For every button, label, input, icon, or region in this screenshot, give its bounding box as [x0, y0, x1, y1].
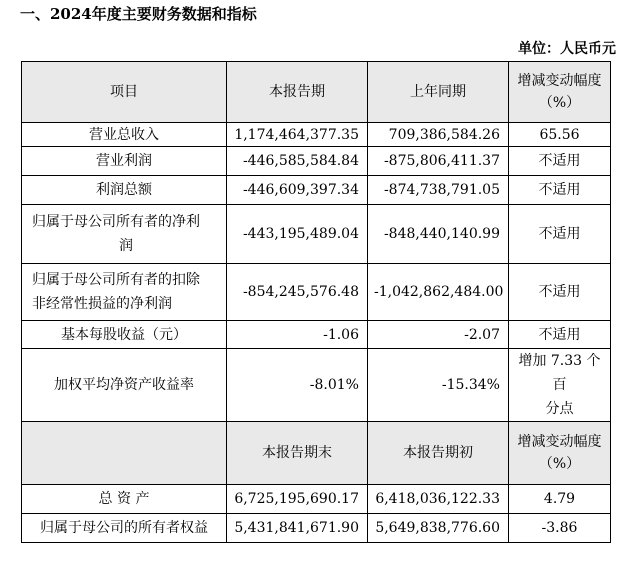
table-header-row — [22, 62, 611, 123]
row-prior: 5,649,838,776.60 — [368, 514, 509, 543]
header-item — [22, 422, 227, 485]
row-change — [509, 349, 611, 422]
header-period-start: 本报告期初 — [368, 422, 509, 485]
row-item — [22, 264, 227, 321]
header-current-period: 本报告期 — [227, 62, 368, 123]
row-current: 5,431,841,671.90 — [227, 514, 368, 543]
row-current: 1,174,464,377.35 — [227, 123, 368, 147]
table-row — [22, 514, 611, 543]
row-item: 加权平均净资产收益率 — [22, 349, 227, 422]
currency-unit: 单位：人民币元 — [518, 41, 616, 57]
row-prior: -1,042,862,484.00 — [368, 264, 509, 321]
table-row — [22, 176, 611, 205]
row-change: 不适用 — [509, 264, 611, 321]
row-change: 65.56 — [509, 123, 611, 147]
row-change: 不适用 — [509, 205, 611, 264]
row-item-line1: 归属于母公司所有者的扣除 — [32, 272, 200, 288]
row-change: 不适用 — [509, 176, 611, 205]
row-item: 基本每股收益（元） — [22, 321, 227, 349]
row-change-line2: 分点 — [545, 401, 574, 417]
row-prior: -15.34% — [368, 349, 509, 422]
header-period-end: 本报告期末 — [227, 422, 368, 485]
row-prior: 6,418,036,122.33 — [368, 485, 509, 514]
table-row — [22, 205, 611, 264]
row-item-line2: 非经常性损益的净利润 — [32, 296, 172, 312]
table-row — [22, 123, 611, 147]
row-prior: 709,386,584.26 — [368, 123, 509, 147]
row-item — [22, 205, 227, 264]
table-row — [22, 321, 611, 349]
row-prior: -848,440,140.99 — [368, 205, 509, 264]
table-row — [22, 485, 611, 514]
row-change: 4.79 — [509, 485, 611, 514]
header-change-line2: （%） — [538, 95, 581, 111]
header-change-line1: 增减变动幅度 — [517, 73, 602, 89]
row-current: 6,725,195,690.17 — [227, 485, 368, 514]
row-prior: -875,806,411.37 — [368, 147, 509, 176]
table-row — [22, 147, 611, 176]
row-change-line1: 增加 7.33 个百 — [518, 353, 601, 393]
header-prior-period: 上年同期 — [368, 62, 509, 123]
row-item-line1: 归属于母公司所有者的净利 — [32, 214, 200, 230]
header-change — [509, 62, 611, 123]
row-prior: -874,738,791.05 — [368, 176, 509, 205]
row-current: -446,609,397.34 — [227, 176, 368, 205]
table-header-row — [22, 422, 611, 485]
header-item: 项目 — [22, 62, 227, 123]
row-current: -443,195,489.04 — [227, 205, 368, 264]
row-item: 归属于母公司的所有者权益 — [22, 514, 227, 543]
header-change — [509, 422, 611, 485]
row-change: 不适用 — [509, 147, 611, 176]
section-title: 一、2024年度主要财务数据和指标 — [20, 5, 257, 23]
row-current: -8.01% — [227, 349, 368, 422]
row-change: 不适用 — [509, 321, 611, 349]
row-current: -854,245,576.48 — [227, 264, 368, 321]
row-item: 总 资 产 — [22, 485, 227, 514]
header-change-line2: （%） — [538, 456, 581, 472]
row-change: -3.86 — [509, 514, 611, 543]
table-row — [22, 264, 611, 321]
row-item-line2: 润 — [119, 238, 133, 254]
table-row — [22, 349, 611, 422]
row-item: 利润总额 — [22, 176, 227, 205]
row-current: -446,585,584.84 — [227, 147, 368, 176]
row-item: 营业利润 — [22, 147, 227, 176]
financial-data-table — [21, 61, 611, 543]
row-current: -1.06 — [227, 321, 368, 349]
header-change-line1: 增减变动幅度 — [517, 434, 602, 450]
row-prior: -2.07 — [368, 321, 509, 349]
row-item: 营业总收入 — [22, 123, 227, 147]
